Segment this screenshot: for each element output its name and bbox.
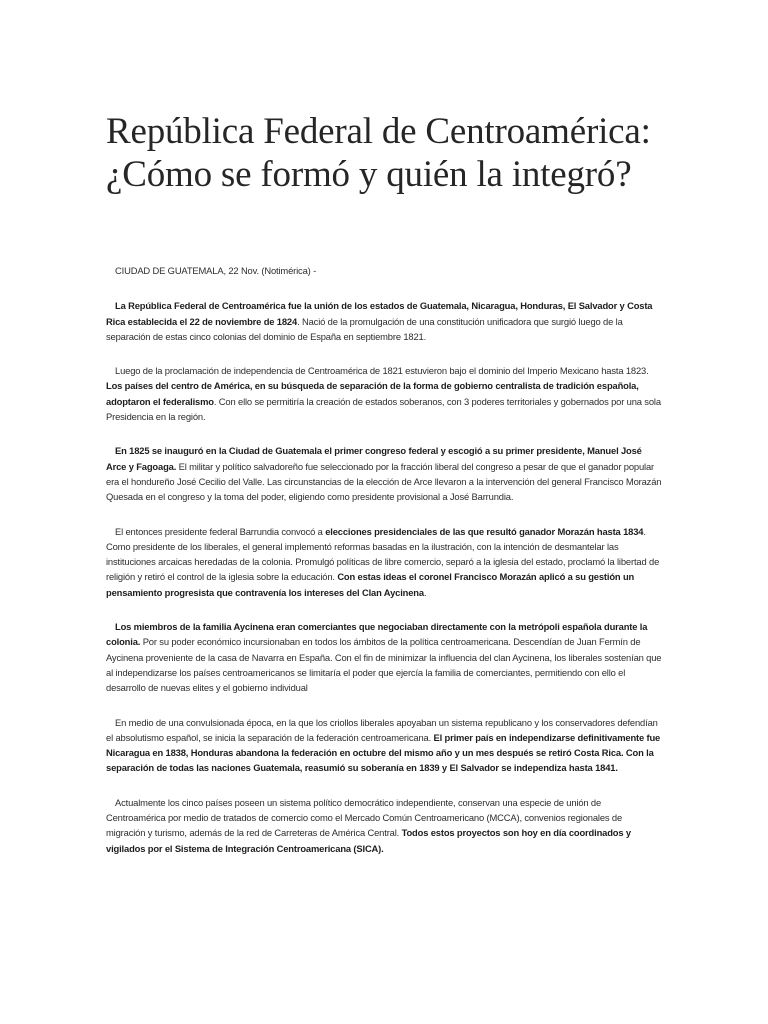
- paragraph-1-bold: La República Federal de Centroamérica fue la unión de los estados de Guatemala, Nicaragua, Honduras, El Salvador y Costa Rica establecida el 22 de noviembre de 1824: [106, 300, 653, 327]
- dateline: CIUDAD DE GUATEMALA, 22 Nov. (Notimérica) -: [115, 265, 317, 276]
- paragraph-3-bold: En 1825 se inauguró en la Ciudad de Guatemala el primer congreso federal y escogió a su primer presidente, Manuel José Arce y Fagoaga.: [106, 445, 642, 472]
- paragraph-7-bold: Todos estos proyectos son hoy en día coordinados y vigilados por el Sistema de Integración Centroamericana (SICA).: [106, 827, 631, 854]
- paragraph-5-text: Por su poder económico incursionaban en todos los ámbitos de la política centroamericana. Descendían de Juan Fermín de Aycinena proveniente de la casa de Navarra en España. Con el fin de minimizar la influencia del clan Aycinena, los liberales sostenían que al independizarse los países centroamericanos se limitaría el poder que ejercía la familia de comerciantes, permitiendo con ello el desarrollo de nuevas elites y el gobierno individual: [106, 636, 662, 694]
- paragraph-4-text-b: . Como presidente de los liberales, el general implementó reformas basadas en la ilustración, con la intención de desmantelar las instituciones arcaicas heredadas de la colonia. Promulgó políticas de libre comercio, separó a la iglesia del estado, proclamó la libertad de religión y retiró el control de la iglesia sobre la educación.: [106, 525, 660, 583]
- paragraph-2-bold: Los países del centro de América, en su búsqueda de separación de la forma de gobierno centralista de tradición española, adoptaron el federalismo: [106, 380, 639, 407]
- paragraph-6-bold: El primer país en independizarse definitivamente fue Nicaragua en 1838, Honduras abandona la federación en octubre del mismo año y un mes después se retiró Costa Rica. Con la separación de todas las naciones Guatemala, reasumió su soberanía en 1839 y El Salvador se independiza hasta 1841.: [106, 731, 661, 774]
- paragraph-2-text-b: . Con ello se permitiría la creación de estados soberanos, con 3 poderes territoriales y gobernados por una sola Presidencia en la región.: [106, 395, 661, 423]
- paragraph-4-bold-b: Con estas ideas el coronel Francisco Morazán aplicó a su gestión un pensamiento progresista que contravenía los intereses del Clan Aycinena: [106, 571, 635, 598]
- article-body: [106, 263, 662, 875]
- paragraph-3-text: El militar y político salvadoreño fue seleccionado por la fracción liberal del congreso a pesar de que el ganador popular era el hondureño José Cecilio del Valle. Las circunstancias de la elección de Arce llevaron a la intervención del general Francisco Morazán Quesada en el congreso y la toma del poder, eligiendo como presidente provisional a José Barrundia.: [106, 460, 662, 503]
- paragraph-5-bold: Los miembros de la familia Aycinena eran comerciantes que negociaban directamente con la metrópoli española durante la colonia.: [106, 621, 648, 648]
- paragraph-3: [106, 443, 662, 504]
- paragraph-4-bold-a: elecciones presidenciales de las que resultó ganador Morazán hasta 1834: [325, 525, 644, 537]
- paragraph-1: [106, 298, 662, 344]
- paragraph-1-text: . Nació de la promulgación de una constitución unificadora que surgió luego de la separación de estas cinco colonias del dominio de España en septiembre 1821.: [106, 315, 623, 342]
- paragraph-2: [106, 363, 662, 424]
- paragraph-7: [106, 795, 662, 856]
- paragraph-4-text-a: El entonces presidente federal Barrundia convocó a: [115, 525, 326, 537]
- paragraph-5: [106, 619, 662, 695]
- paragraph-7-text: Actualmente los cinco países poseen un sistema político democrático independiente, conservan una especie de unión de Centroamérica por medio de tratados de comercio como el Mercado Común Centroamericano (MCCA), convenios regionales de migración y turismo, además de la red de Carreteras de América Central.: [106, 796, 623, 839]
- paragraph-4: [106, 524, 662, 600]
- paragraph-4-text-c: .: [423, 586, 427, 598]
- paragraph-2-text-a: Luego de la proclamación de independencia de Centroamérica de 1821 estuvieron bajo el dominio del Imperio Mexicano hasta 1823.: [115, 365, 649, 377]
- article-title: República Federal de Centroamérica: ¿Cómo se formó y quién la integró?: [106, 111, 651, 195]
- paragraph-6: [106, 715, 662, 776]
- paragraph-6-text: En medio de una convulsionada época, en la que los criollos liberales apoyaban un sistema republicano y los conservadores defendían el absolutismo español, se inicia la separación de la federación centroamericana.: [106, 716, 658, 743]
